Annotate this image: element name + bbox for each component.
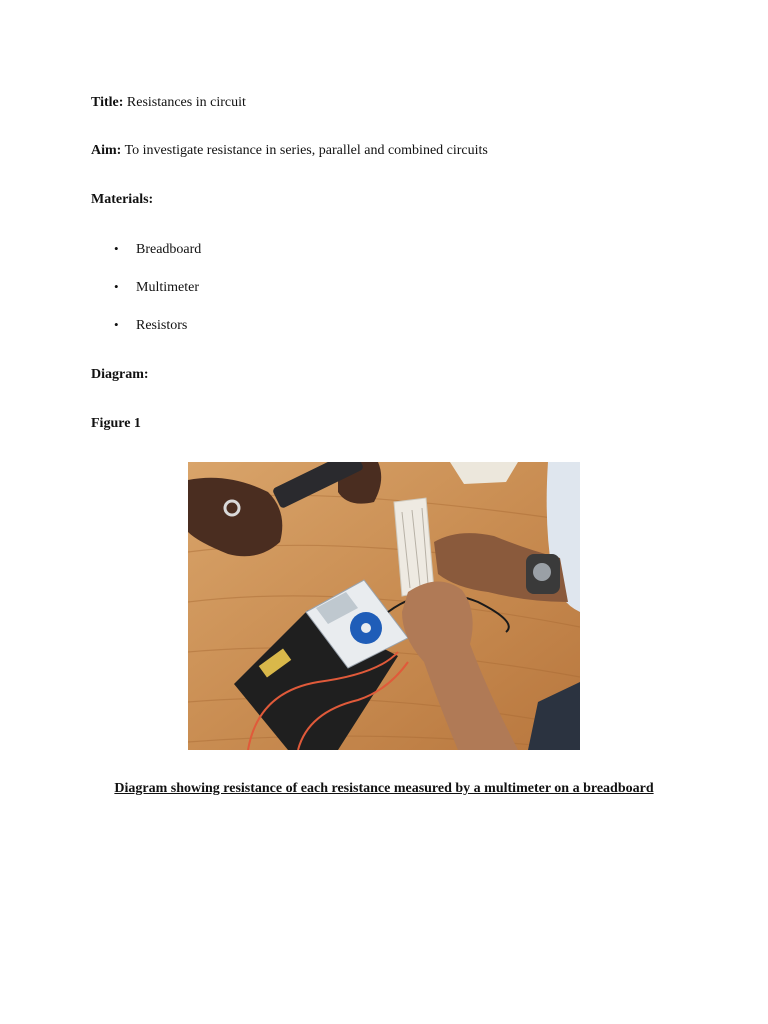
materials-list-item: [114, 279, 199, 296]
title-value: Resistances in circuit: [126, 95, 246, 110]
aim-value: To investigate resistance in series, parallel and combined circuits: [124, 143, 488, 158]
materials-list-item: [114, 241, 201, 258]
materials-list-item: [114, 317, 187, 334]
title-label: Title:: [91, 95, 124, 110]
diagram-heading: Diagram:: [91, 367, 149, 382]
figure-caption: Diagram showing resistance of each resistance measured by a multimeter on a breadboard: [114, 781, 654, 796]
bullet-icon: •: [114, 241, 119, 256]
title-line: [91, 95, 246, 111]
aim-label: Aim:: [91, 143, 122, 158]
aim-line: [91, 143, 488, 159]
material-label: Breadboard: [136, 242, 202, 257]
figure-photo: [188, 462, 580, 750]
figure-label: Figure 1: [91, 416, 141, 431]
material-label: Multimeter: [136, 280, 199, 295]
materials-heading: Materials:: [91, 192, 154, 207]
bullet-icon: •: [114, 279, 119, 294]
material-label: Resistors: [136, 318, 188, 333]
lab-photo-illustration: [188, 462, 580, 750]
bullet-icon: •: [114, 317, 119, 332]
